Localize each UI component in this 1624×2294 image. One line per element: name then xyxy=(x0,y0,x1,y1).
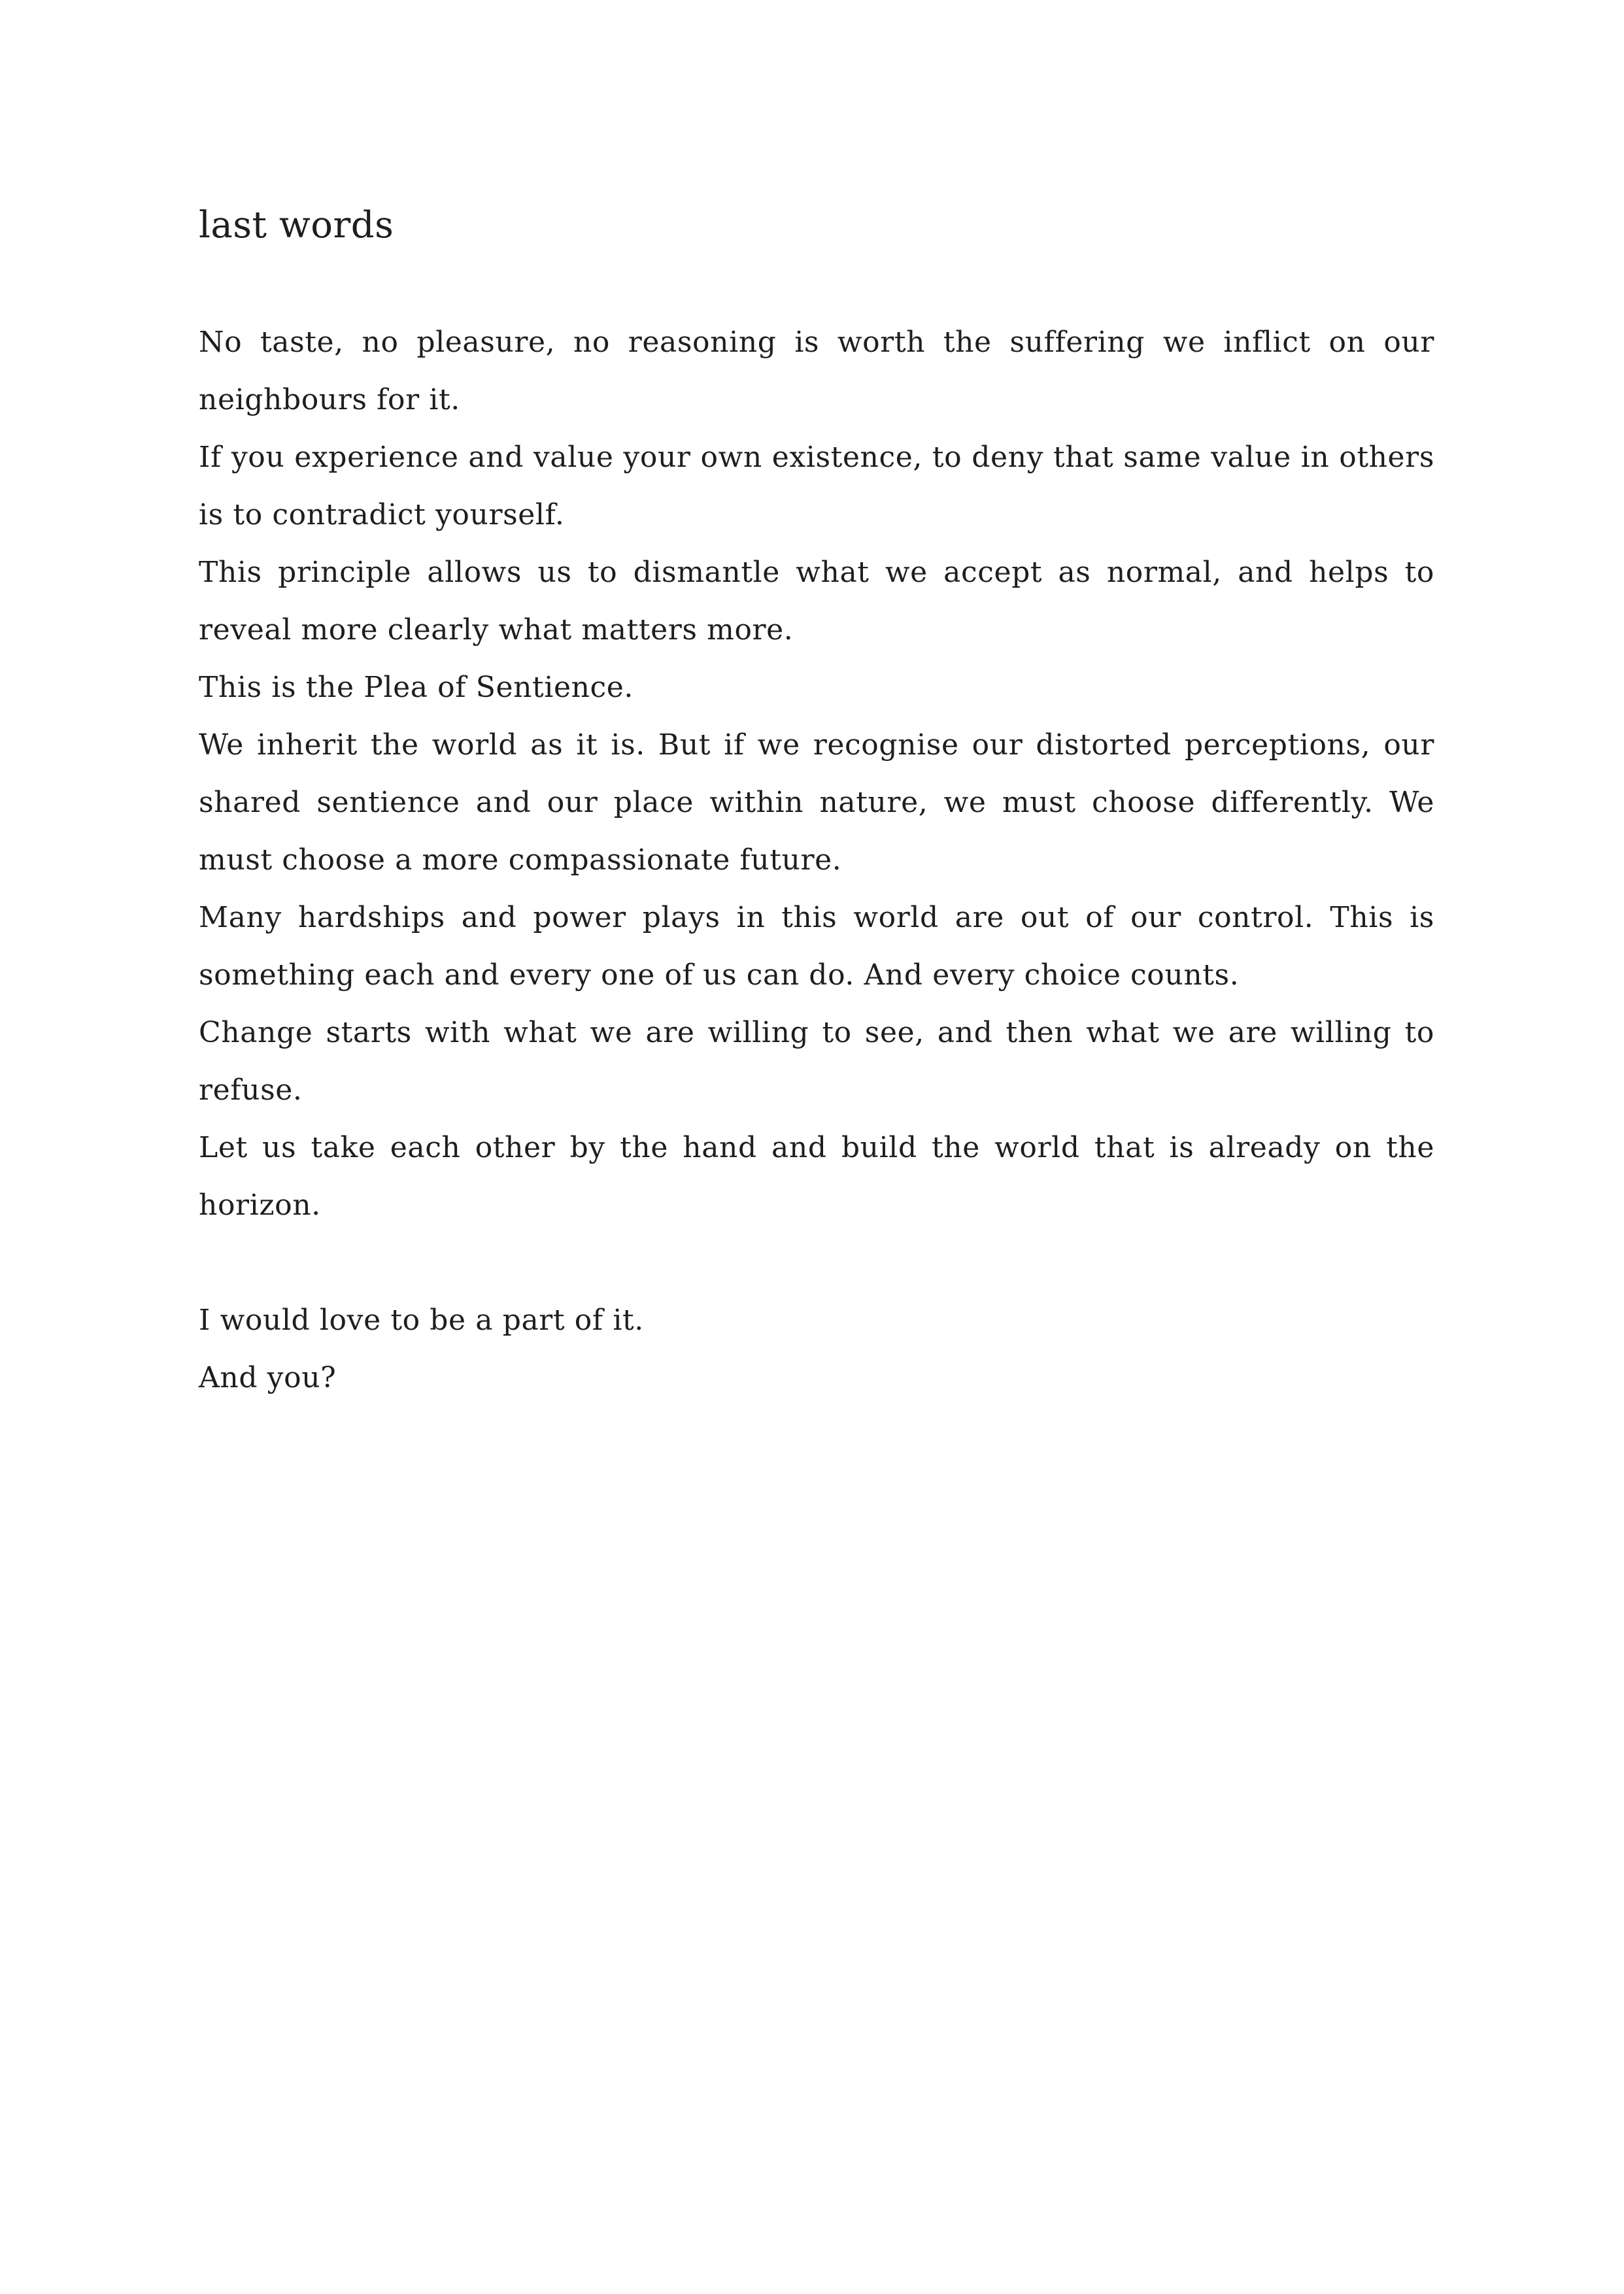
closing-question: And you? xyxy=(199,1361,337,1394)
closing-lines xyxy=(199,1292,1434,1407)
paragraph: Change starts with what we are willing to see, and then what we are willing to refuse. xyxy=(199,1016,1434,1107)
paragraph: No taste, no pleasure, no reasoning is worth the suffering we inflict on our neighbours for it. xyxy=(199,326,1434,416)
paragraph: Let us take each other by the hand and build the world that is already on the horizon. xyxy=(199,1131,1434,1222)
document-body xyxy=(199,314,1434,1234)
document-content xyxy=(199,196,1434,1407)
closing-line: I would love to be a part of it. xyxy=(199,1304,644,1337)
paragraph: This principle allows us to dismantle what we accept as normal, and helps to reveal more clearly what matters more. xyxy=(199,556,1434,647)
paragraph: If you experience and value your own existence, to deny that same value in others is to contradict yourself. xyxy=(199,441,1434,531)
paragraph: Many hardships and power plays in this world are out of our control. This is something each and every one of us can do. And every choice counts. xyxy=(199,901,1434,992)
document-title: last words xyxy=(199,204,394,246)
paragraph: This is the Plea of Sentience. xyxy=(199,671,634,704)
paragraph: We inherit the world as it is. But if we recognise our distorted perceptions, our shared sentience and our place within nature, we must choose differently. We must choose a more compassionate future. xyxy=(199,728,1434,877)
